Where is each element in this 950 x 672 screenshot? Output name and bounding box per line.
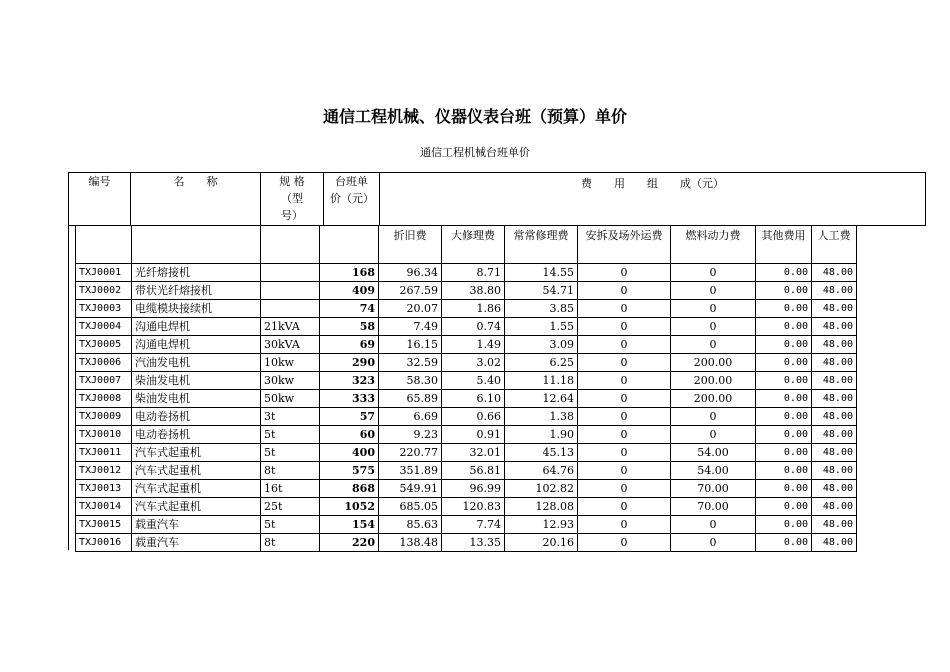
header-code: 编号	[69, 173, 131, 226]
cell-other: 0.00	[756, 516, 812, 534]
cell-spec: 16t	[261, 480, 320, 498]
cell-code: TXJ0004	[76, 318, 132, 336]
cell-other: 0.00	[756, 444, 812, 462]
cell-price: 323	[320, 372, 379, 390]
cell-labor: 48.00	[812, 336, 857, 354]
cell-name: 电动卷扬机	[132, 408, 261, 426]
cell-name: 汽车式起重机	[132, 480, 261, 498]
cell-labor: 48.00	[812, 516, 857, 534]
cell-depreciation: 9.23	[379, 426, 442, 444]
cell-major-repair: 0.91	[442, 426, 505, 444]
subheader-labor: 人工费	[812, 226, 857, 264]
page-title: 通信工程机械、仪器仪表台班（预算）单价	[322, 107, 627, 126]
cell-name: 光纤熔接机	[132, 264, 261, 282]
cell-routine-repair: 20.16	[505, 534, 578, 552]
cell-depreciation: 549.91	[379, 480, 442, 498]
cell-depreciation: 351.89	[379, 462, 442, 480]
cell-code: TXJ0003	[76, 300, 132, 318]
cell-fuel: 54.00	[671, 444, 756, 462]
cell-routine-repair: 1.55	[505, 318, 578, 336]
cell-fuel: 0	[671, 516, 756, 534]
cell-price: 400	[320, 444, 379, 462]
cell-installation: 0	[578, 480, 671, 498]
cell-labor: 48.00	[812, 534, 857, 552]
cell-fuel: 70.00	[671, 480, 756, 498]
cell-depreciation: 685.05	[379, 498, 442, 516]
cell-fuel: 0	[671, 264, 756, 282]
cell-depreciation: 138.48	[379, 534, 442, 552]
cell-name: 载重汽车	[132, 534, 261, 552]
cell-fuel: 0	[671, 408, 756, 426]
cell-routine-repair: 11.18	[505, 372, 578, 390]
cell-fuel: 0	[671, 318, 756, 336]
cell-name: 汽车式起重机	[132, 462, 261, 480]
table-row	[76, 300, 857, 318]
cell-depreciation: 85.63	[379, 516, 442, 534]
cell-code: TXJ0014	[76, 498, 132, 516]
cell-price: 74	[320, 300, 379, 318]
cell-depreciation: 220.77	[379, 444, 442, 462]
cell-name: 柴油发电机	[132, 390, 261, 408]
cell-spec: 8t	[261, 534, 320, 552]
cell-code: TXJ0009	[76, 408, 132, 426]
cell-labor: 48.00	[812, 462, 857, 480]
cell-other: 0.00	[756, 336, 812, 354]
cell-major-repair: 7.74	[442, 516, 505, 534]
cell-depreciation: 20.07	[379, 300, 442, 318]
cell-code: TXJ0012	[76, 462, 132, 480]
header-price: 台班单价（元）	[324, 173, 380, 226]
cell-routine-repair: 12.93	[505, 516, 578, 534]
cell-code: TXJ0001	[76, 264, 132, 282]
cell-depreciation: 267.59	[379, 282, 442, 300]
table-row	[76, 516, 857, 534]
cell-other: 0.00	[756, 354, 812, 372]
cell-name: 汽油发电机	[132, 354, 261, 372]
cell-spec: 5t	[261, 444, 320, 462]
cell-price: 290	[320, 354, 379, 372]
cell-name: 载重汽车	[132, 516, 261, 534]
cell-labor: 48.00	[812, 444, 857, 462]
subheader-major-repair: 大修理费	[442, 226, 505, 264]
cell-installation: 0	[578, 498, 671, 516]
cell-major-repair: 1.86	[442, 300, 505, 318]
cell-other: 0.00	[756, 408, 812, 426]
cell-code: TXJ0008	[76, 390, 132, 408]
cell-routine-repair: 54.71	[505, 282, 578, 300]
cell-fuel: 0	[671, 282, 756, 300]
table-row	[76, 444, 857, 462]
cell-code: TXJ0005	[76, 336, 132, 354]
cell-price: 60	[320, 426, 379, 444]
cell-other: 0.00	[756, 426, 812, 444]
cell-labor: 48.00	[812, 390, 857, 408]
table-row	[76, 534, 857, 552]
cell-spec: 5t	[261, 516, 320, 534]
subheader-routine-repair: 常常修理费	[505, 226, 578, 264]
cell-price: 58	[320, 318, 379, 336]
cell-depreciation: 32.59	[379, 354, 442, 372]
cell-other: 0.00	[756, 318, 812, 336]
cell-installation: 0	[578, 318, 671, 336]
cell-labor: 48.00	[812, 354, 857, 372]
cell-price: 69	[320, 336, 379, 354]
header-fee-group: 费 用 组 成（元）	[380, 173, 926, 226]
cell-installation: 0	[578, 372, 671, 390]
table-row	[76, 390, 857, 408]
cell-fuel: 70.00	[671, 498, 756, 516]
cell-spec: 3t	[261, 408, 320, 426]
cell-major-repair: 56.81	[442, 462, 505, 480]
cell-name: 沟通电焊机	[132, 318, 261, 336]
cell-name: 电动卷扬机	[132, 426, 261, 444]
cell-spec: 30kw	[261, 372, 320, 390]
cell-labor: 48.00	[812, 480, 857, 498]
subheader-depreciation: 折旧费	[379, 226, 442, 264]
cell-major-repair: 13.35	[442, 534, 505, 552]
cell-name: 沟通电焊机	[132, 336, 261, 354]
cell-labor: 48.00	[812, 282, 857, 300]
cell-spec: 25t	[261, 498, 320, 516]
table-row	[76, 462, 857, 480]
cell-major-repair: 3.02	[442, 354, 505, 372]
table-row	[76, 318, 857, 336]
cell-routine-repair: 14.55	[505, 264, 578, 282]
subheader-installation: 安拆及场外运费	[578, 226, 671, 264]
table-subtitle: 通信工程机械台班单价	[420, 146, 530, 159]
cell-major-repair: 8.71	[442, 264, 505, 282]
cell-depreciation: 6.69	[379, 408, 442, 426]
cell-major-repair: 0.74	[442, 318, 505, 336]
header-name: 名 称	[131, 173, 261, 226]
cell-routine-repair: 45.13	[505, 444, 578, 462]
cell-routine-repair: 1.38	[505, 408, 578, 426]
cell-price: 57	[320, 408, 379, 426]
cell-routine-repair: 1.90	[505, 426, 578, 444]
table-header	[68, 172, 926, 226]
cell-name: 柴油发电机	[132, 372, 261, 390]
table-row	[76, 282, 857, 300]
cell-code: TXJ0015	[76, 516, 132, 534]
cell-price: 220	[320, 534, 379, 552]
cell-other: 0.00	[756, 498, 812, 516]
cell-labor: 48.00	[812, 426, 857, 444]
cell-labor: 48.00	[812, 498, 857, 516]
cell-labor: 48.00	[812, 318, 857, 336]
cell-major-repair: 5.40	[442, 372, 505, 390]
cell-name: 带状光纤熔接机	[132, 282, 261, 300]
cell-fuel: 0	[671, 534, 756, 552]
cell-name: 汽车式起重机	[132, 498, 261, 516]
cell-routine-repair: 12.64	[505, 390, 578, 408]
cell-routine-repair: 6.25	[505, 354, 578, 372]
cell-fuel: 200.00	[671, 372, 756, 390]
cell-fuel: 200.00	[671, 354, 756, 372]
cell-other: 0.00	[756, 390, 812, 408]
cell-labor: 48.00	[812, 372, 857, 390]
cell-fuel: 54.00	[671, 462, 756, 480]
cell-installation: 0	[578, 426, 671, 444]
cell-other: 0.00	[756, 264, 812, 282]
cell-spec	[261, 300, 320, 318]
cell-price: 1052	[320, 498, 379, 516]
cell-price: 168	[320, 264, 379, 282]
cell-installation: 0	[578, 354, 671, 372]
cell-other: 0.00	[756, 372, 812, 390]
cell-other: 0.00	[756, 300, 812, 318]
table-row	[76, 336, 857, 354]
cell-code: TXJ0010	[76, 426, 132, 444]
table-row	[76, 354, 857, 372]
header-spec: 规 格（型号）	[261, 173, 324, 226]
cell-major-repair: 6.10	[442, 390, 505, 408]
cell-installation: 0	[578, 264, 671, 282]
cell-code: TXJ0016	[76, 534, 132, 552]
cell-major-repair: 1.49	[442, 336, 505, 354]
cell-spec: 21kVA	[261, 318, 320, 336]
subheader-other: 其他费用	[756, 226, 812, 264]
table-row	[76, 372, 857, 390]
cell-other: 0.00	[756, 462, 812, 480]
table-row	[76, 264, 857, 282]
cell-routine-repair: 102.82	[505, 480, 578, 498]
subheader-row	[76, 226, 857, 264]
cell-name: 电缆模块接续机	[132, 300, 261, 318]
cell-depreciation: 65.89	[379, 390, 442, 408]
data-table	[75, 225, 857, 552]
cell-code: TXJ0006	[76, 354, 132, 372]
table-row	[76, 498, 857, 516]
cell-routine-repair: 128.08	[505, 498, 578, 516]
cell-spec: 5t	[261, 426, 320, 444]
cell-labor: 48.00	[812, 300, 857, 318]
cell-other: 0.00	[756, 480, 812, 498]
cell-price: 333	[320, 390, 379, 408]
cell-installation: 0	[578, 282, 671, 300]
cell-installation: 0	[578, 300, 671, 318]
cell-installation: 0	[578, 534, 671, 552]
cell-major-repair: 96.99	[442, 480, 505, 498]
cell-major-repair: 32.01	[442, 444, 505, 462]
cell-depreciation: 58.30	[379, 372, 442, 390]
cell-depreciation: 7.49	[379, 318, 442, 336]
cell-labor: 48.00	[812, 264, 857, 282]
cell-major-repair: 38.80	[442, 282, 505, 300]
table-row	[76, 480, 857, 498]
cell-spec: 50kw	[261, 390, 320, 408]
cell-code: TXJ0007	[76, 372, 132, 390]
cell-spec: 30kVA	[261, 336, 320, 354]
cell-fuel: 0	[671, 426, 756, 444]
table-row	[76, 408, 857, 426]
cell-price: 409	[320, 282, 379, 300]
cell-price: 868	[320, 480, 379, 498]
cell-depreciation: 96.34	[379, 264, 442, 282]
cell-spec: 8t	[261, 462, 320, 480]
cell-installation: 0	[578, 390, 671, 408]
cell-fuel: 200.00	[671, 390, 756, 408]
cell-other: 0.00	[756, 534, 812, 552]
cell-routine-repair: 64.76	[505, 462, 578, 480]
cell-installation: 0	[578, 516, 671, 534]
cell-other: 0.00	[756, 282, 812, 300]
cell-labor: 48.00	[812, 408, 857, 426]
cell-code: TXJ0013	[76, 480, 132, 498]
cell-name: 汽车式起重机	[132, 444, 261, 462]
cell-installation: 0	[578, 408, 671, 426]
cell-installation: 0	[578, 444, 671, 462]
cell-routine-repair: 3.09	[505, 336, 578, 354]
cell-depreciation: 16.15	[379, 336, 442, 354]
cell-code: TXJ0011	[76, 444, 132, 462]
table-row	[76, 426, 857, 444]
cell-major-repair: 0.66	[442, 408, 505, 426]
cell-price: 575	[320, 462, 379, 480]
cell-code: TXJ0002	[76, 282, 132, 300]
cell-major-repair: 120.83	[442, 498, 505, 516]
subheader-fuel: 燃料动力费	[671, 226, 756, 264]
cell-spec: 10kw	[261, 354, 320, 372]
cell-price: 154	[320, 516, 379, 534]
cell-spec	[261, 282, 320, 300]
cell-fuel: 0	[671, 336, 756, 354]
cell-fuel: 0	[671, 300, 756, 318]
cell-installation: 0	[578, 462, 671, 480]
cell-routine-repair: 3.85	[505, 300, 578, 318]
cell-spec	[261, 264, 320, 282]
cell-installation: 0	[578, 336, 671, 354]
